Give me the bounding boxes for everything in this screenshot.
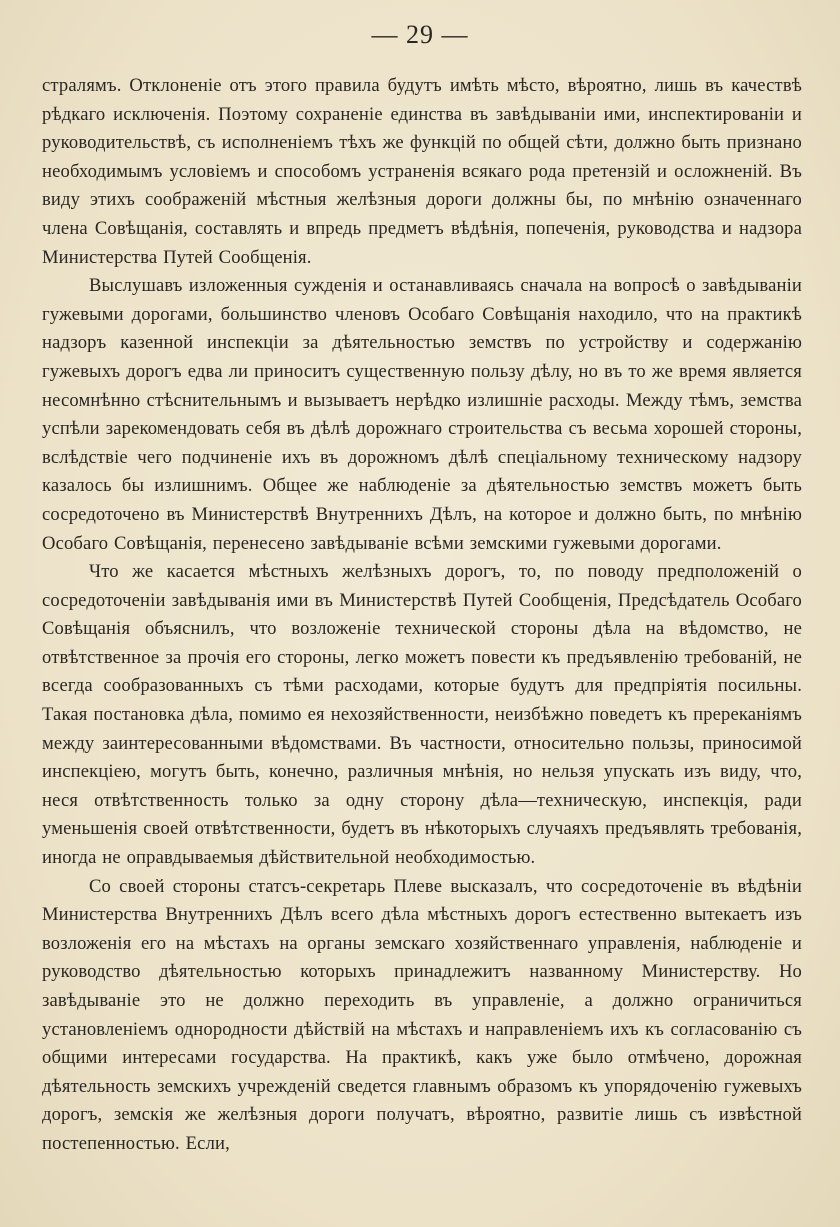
paragraph-majority-opinion: Выслушавъ изложенныя сужденія и останавливаясь сначала на вопросѣ о завѣдываніи гужевыми дорогами, большинство членовъ Особаго Совѣщанія находило, что на практикѣ надзоръ казенной инспекціи за дѣятельностью земствъ по устройству и содержанію гужевыхъ дорогъ едва ли приноситъ существенную пользу дѣлу, но въ то же время является несомнѣнно стѣснительнымъ и вызываетъ нерѣдко излишніе расходы. Между тѣмъ, земства успѣли зарекомендовать себя въ дѣлѣ дорожнаго строительства съ весьма хорошей стороны, вслѣдствіе чего подчиненіе ихъ въ дорожномъ дѣлѣ спеціальному техническому надзору казалось бы излишнимъ. Общее же наблюденіе за дѣятельностью земствъ можетъ быть сосредоточено въ Министерствѣ Внутреннихъ Дѣлъ, на которое и должно быть, по мнѣнію Особаго Совѣщанія, перенесено завѣдываніе всѣми земскими гужевыми дорогами.	[42, 275, 802, 554]
paragraph-continuation: стралямъ. Отклоненіе отъ этого правила будутъ имѣть мѣсто, вѣроятно, лишь въ качествѣ рѣдкаго исключенія. Поэтому сохраненіе единства въ завѣдываніи ими, инспектированіи и руководительствѣ, съ исполненіемъ тѣхъ же функцій по общей сѣти, должно быть признано необходимымъ условіемъ и способомъ устраненія всякаго рода претензій и осложненій. Въ виду этихъ соображеній мѣстныя желѣзныя дороги должны бы, по мнѣнію означеннаго члена Совѣщанія, составлять и впредь предметъ вѣдѣнія, попеченія, руководства и надзора Министерства Путей Сообщенія.	[42, 75, 802, 268]
page-number: — 29 —	[371, 20, 469, 49]
text-body	[42, 72, 802, 1159]
paragraph-chairman-opinion: Что же касается мѣстныхъ желѣзныхъ дорогъ, то, по поводу предположеній о сосредоточеніи завѣдыванія ими въ Министерствѣ Путей Сообщенія, Предсѣдатель Особаго Совѣщанія объяснилъ, что возложеніе технической стороны дѣла на вѣдомство, не отвѣтственное за прочія его стороны, легко можетъ повести къ предъявленію требованій, не всегда сообразованныхъ съ тѣми расходами, которые будутъ для предпріятія посильны. Такая постановка дѣла, помимо ея нехозяйственности, неизбѣжно поведетъ къ пререканіямъ между заинтересованными вѣдомствами. Въ частности, относительно пользы, приносимой инспекціею, могутъ быть, конечно, различныя мнѣнія, но нельзя упускать изъ виду, что, неся отвѣтственность только за одну сторону дѣла—техническую, инспекція, ради уменьшенія своей отвѣтственности, будетъ въ нѣкоторыхъ случаяхъ предъявлять требованія, иногда не оправдываемыя дѣйствительной необходимостью.	[42, 561, 802, 869]
paragraph-plehve-opinion: Со своей стороны статсъ-секретарь Плеве высказалъ, что сосредоточеніе въ вѣдѣніи Министерства Внутреннихъ Дѣлъ всего дѣла мѣстныхъ дорогъ естественно вытекаетъ изъ возложенія его на мѣстахъ на органы земскаго хозяйственнаго управленія, наблюденіе и руководство дѣятельностью которыхъ принадлежитъ названному Министерству. Но завѣдываніе это не должно переходить въ управленіе, а должно ограничиться установленіемъ однородности дѣйствій на мѣстахъ и направленіемъ ихъ къ согласованію съ общими интересами государства. На практикѣ, какъ уже было отмѣчено, дорожная дѣятельность земскихъ учрежденій сведется главнымъ образомъ къ упорядоченію гужевыхъ дорогъ, земскія же желѣзныя дороги получатъ, вѣроятно, развитіе лишь съ извѣстной постепенностью. Если,	[42, 875, 802, 1154]
